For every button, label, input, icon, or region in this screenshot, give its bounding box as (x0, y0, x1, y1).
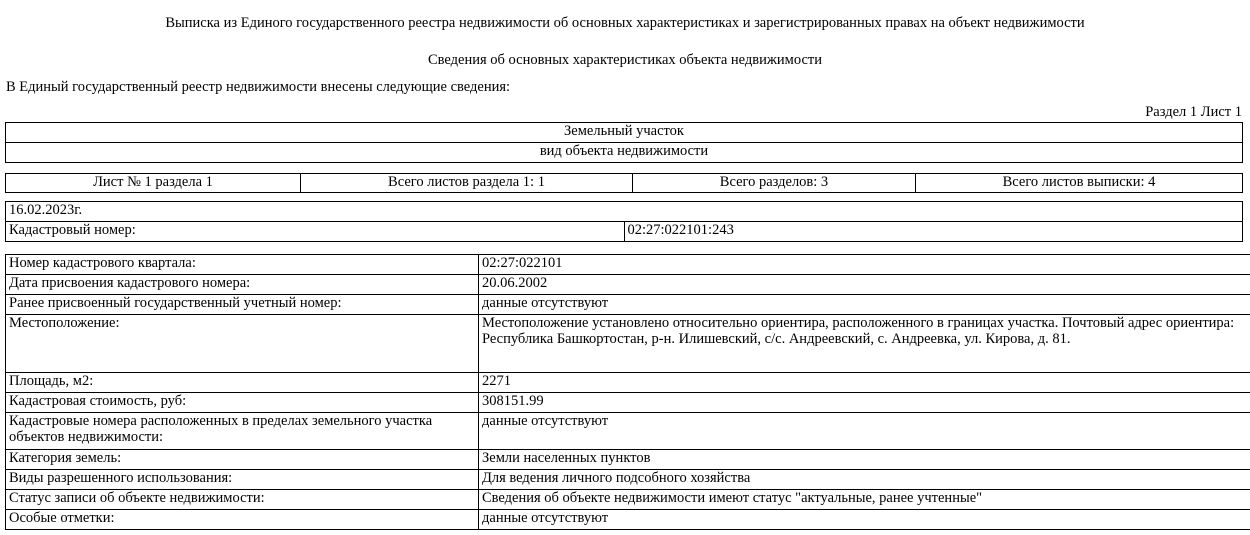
table-row (6, 275, 1250, 295)
table-row (6, 315, 1250, 373)
table-row (6, 255, 1250, 275)
table-row (6, 510, 1250, 530)
table-row (6, 490, 1250, 510)
property-value: Местоположение установлено относительно ориентира, расположенного в границах участка. Почтовый адрес ориентира: Республика Башкортостан, р-н. Илишевский, с/с. Андреевский, с. Андреевка, ул. Кирова, д. 81. (479, 315, 1250, 373)
property-value: данные отсутствуют (479, 510, 1250, 530)
table-row (6, 393, 1250, 413)
property-value: Сведения об объекте недвижимости имеют статус "актуальные, ранее учтенные" (479, 490, 1250, 510)
sheets-in-section: Всего листов раздела 1: 1 (301, 174, 633, 193)
sheets-info-table (5, 173, 1243, 193)
table-row (6, 373, 1250, 393)
property-label: Местоположение: (6, 315, 479, 373)
properties-table (5, 254, 1250, 530)
extract-date: 16.02.2023г. (6, 202, 1243, 222)
property-label: Ранее присвоенный государственный учетный номер: (6, 295, 479, 315)
property-value: данные отсутствуют (479, 413, 1250, 450)
property-label: Статус записи об объекте недвижимости: (6, 490, 479, 510)
property-label: Площадь, м2: (6, 373, 479, 393)
property-label: Кадастровая стоимость, руб: (6, 393, 479, 413)
total-sheets: Всего листов выписки: 4 (916, 174, 1243, 193)
property-value: Для ведения личного подсобного хозяйства (479, 470, 1250, 490)
intro-text: В Единый государственный реестр недвижимости внесены следующие сведения: (6, 79, 511, 95)
table-row (6, 470, 1250, 490)
object-type: Земельный участок (6, 123, 1243, 143)
document-title: Выписка из Единого государственного реестра недвижимости об основных характеристиках и зарегистрированных правах на объект недвижимости (165, 15, 1085, 31)
cadastral-number-label: Кадастровый номер: (6, 222, 625, 242)
property-value: Земли населенных пунктов (479, 450, 1250, 470)
property-label: Особые отметки: (6, 510, 479, 530)
property-label: Виды разрешенного использования: (6, 470, 479, 490)
property-label: Кадастровые номера расположенных в пределах земельного участка объектов недвижимости: (6, 413, 479, 450)
date-cadastral-table (5, 201, 1243, 242)
table-row (6, 450, 1250, 470)
cadastral-number-value: 02:27:022101:243 (624, 222, 1243, 242)
object-type-caption: вид объекта недвижимости (6, 143, 1243, 163)
table-row (6, 413, 1250, 450)
table-row (6, 295, 1250, 315)
property-label: Дата присвоения кадастрового номера: (6, 275, 479, 295)
property-value: 02:27:022101 (479, 255, 1250, 275)
object-type-table (5, 122, 1243, 163)
property-label: Категория земель: (6, 450, 479, 470)
section-reference: Раздел 1 Лист 1 (1145, 104, 1242, 120)
property-value: 2271 (479, 373, 1250, 393)
property-label: Номер кадастрового квартала: (6, 255, 479, 275)
property-value: 308151.99 (479, 393, 1250, 413)
document-subtitle: Сведения об основных характеристиках объекта недвижимости (427, 52, 823, 68)
sheet-number: Лист № 1 раздела 1 (6, 174, 301, 193)
property-value: 20.06.2002 (479, 275, 1250, 295)
property-value: данные отсутствуют (479, 295, 1250, 315)
total-sections: Всего разделов: 3 (633, 174, 916, 193)
